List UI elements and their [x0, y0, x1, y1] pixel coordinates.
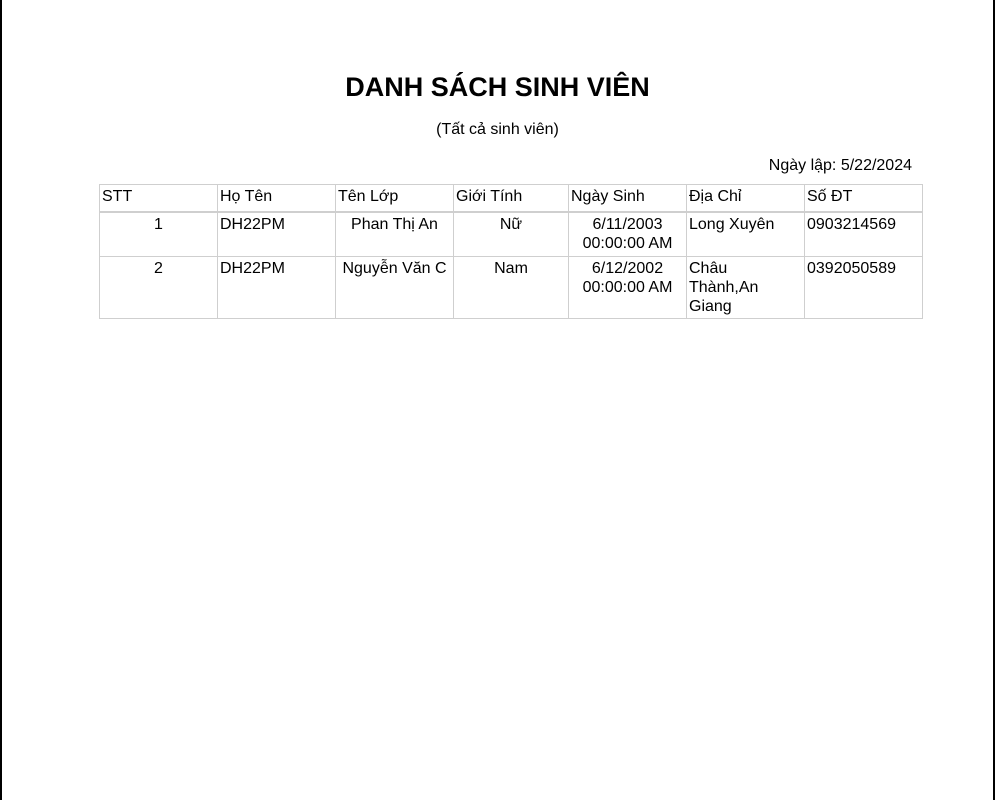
dia-chi-line: Giang [689, 297, 732, 315]
header-so-dt: Số ĐT [805, 185, 923, 213]
cell-ngay-sinh [569, 256, 687, 318]
dia-chi-line: Long Xuyên [689, 216, 775, 233]
dia-chi-line: Châu [689, 259, 728, 277]
student-table [99, 184, 923, 319]
header-ho-ten: Họ Tên [218, 185, 336, 213]
table-row [100, 256, 923, 318]
ngay-sinh-date: 6/11/2003 [592, 216, 663, 233]
header-dia-chi: Địa Chỉ [687, 185, 805, 213]
header-ngay-sinh: Ngày Sinh [569, 185, 687, 213]
ngay-sinh-date: 6/12/2002 [591, 259, 664, 277]
report-date: Ngày lập: 5/22/2024 [768, 157, 912, 174]
cell-ten-lop: Phan Thị An [336, 212, 454, 256]
cell-ngay-sinh [569, 212, 687, 256]
cell-gioi-tinh: Nữ [454, 212, 569, 256]
dia-chi-line: Thành,An [689, 278, 759, 296]
cell-gioi-tinh: Nam [454, 256, 569, 318]
ngay-sinh-time: 00:00:00 AM [582, 235, 673, 252]
table-row [100, 212, 923, 256]
header-ten-lop: Tên Lớp [336, 185, 454, 213]
cell-ten-lop: Nguyễn Văn C [336, 256, 454, 318]
table-header-row [100, 185, 923, 213]
report-subtitle: (Tất cả sinh viên) [436, 121, 559, 138]
report-title: DANH SÁCH SINH VIÊN [345, 72, 650, 102]
ngay-sinh-time: 00:00:00 AM [582, 278, 673, 296]
header-stt: STT [100, 185, 218, 213]
cell-dia-chi [687, 256, 805, 318]
cell-stt: 1 [100, 212, 218, 256]
cell-ho-ten: DH22PM [218, 256, 336, 318]
cell-so-dt: 0903214569 [805, 212, 923, 256]
header-gioi-tinh: Giới Tính [454, 185, 569, 213]
cell-so-dt: 0392050589 [805, 256, 923, 318]
cell-stt: 2 [100, 256, 218, 318]
cell-dia-chi [687, 212, 805, 256]
cell-ho-ten: DH22PM [218, 212, 336, 256]
